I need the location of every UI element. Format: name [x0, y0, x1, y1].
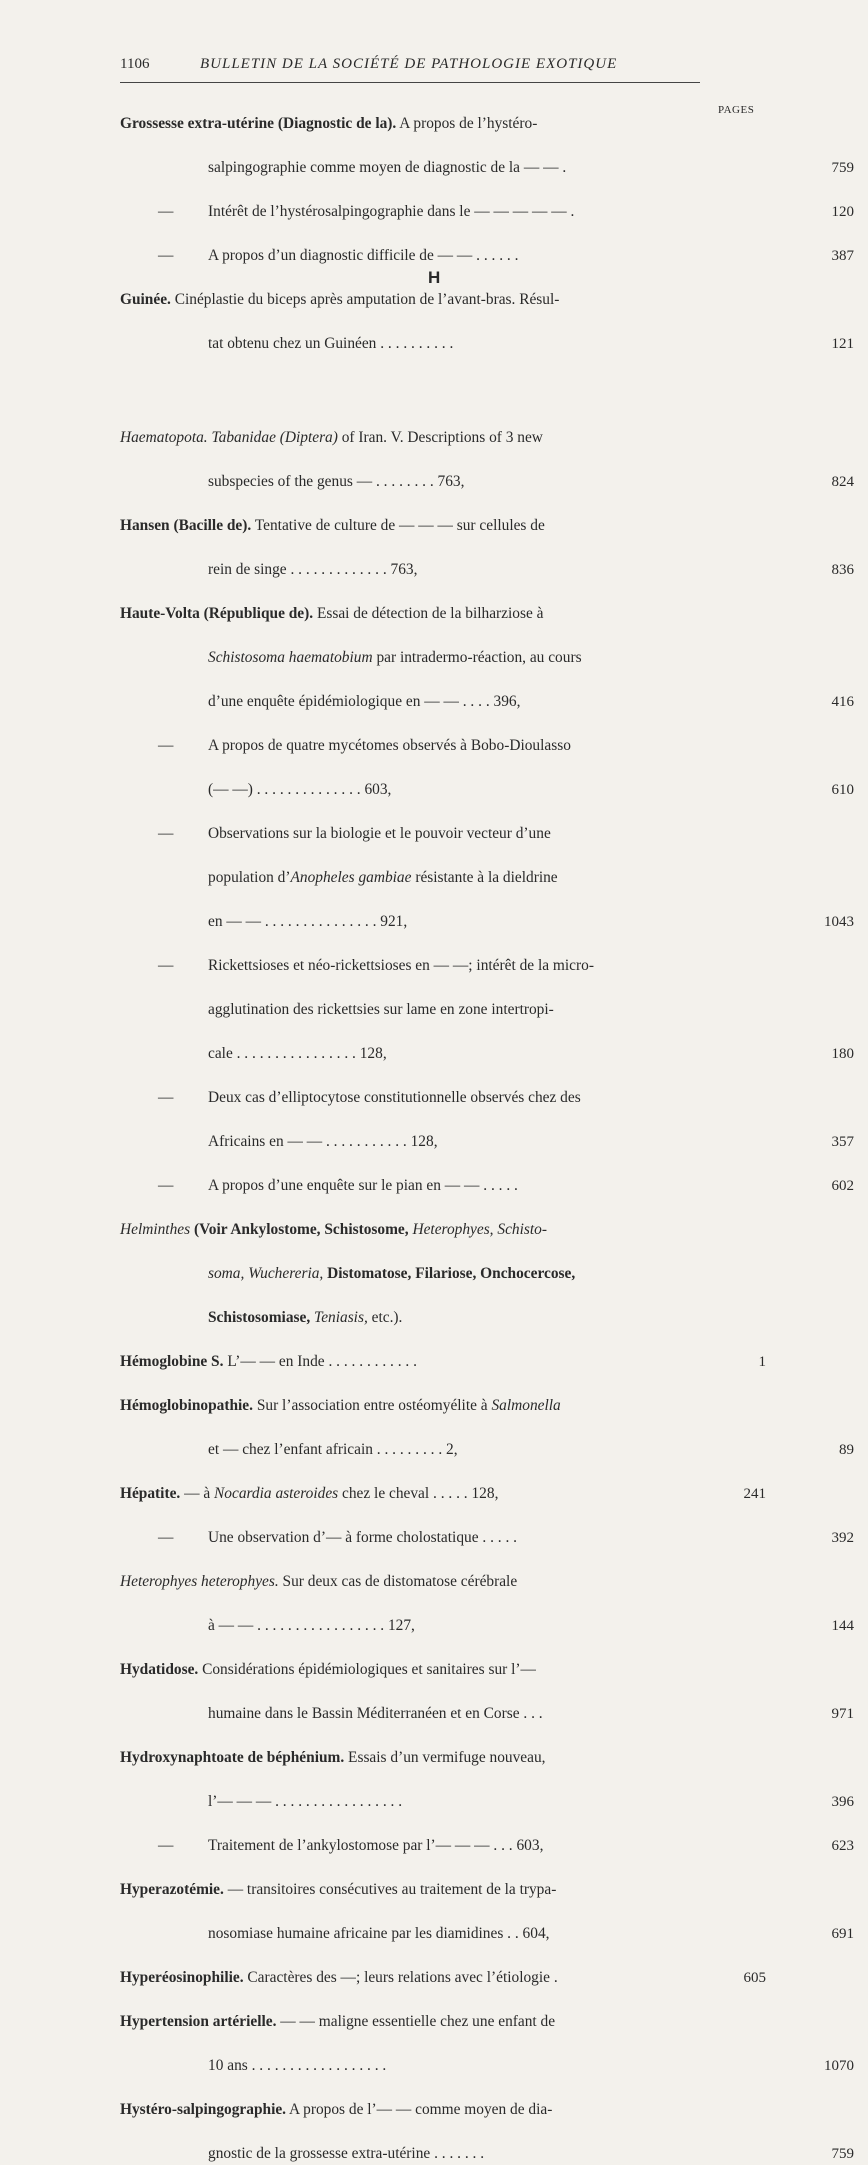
- repeat-dash: —: [158, 1089, 174, 1106]
- index-line: [120, 2055, 868, 2077]
- index-line-text: (— —) . . . . . . . . . . . . . . 603,: [208, 781, 392, 798]
- index-line-text: Hyperazotémie. — transitoires consécutives au traitement de la trypa-: [120, 1881, 557, 1898]
- index-line: [120, 2011, 780, 2033]
- page-ref: 121: [831, 336, 854, 352]
- index-line: [120, 1395, 780, 1417]
- index-line-text: Hydroxynaphtoate de béphénium. Essais d’un vermifuge nouveau,: [120, 1749, 546, 1766]
- index-line-text: Heterophyes heterophyes. Sur deux cas de distomatose cérébrale: [120, 1573, 518, 1590]
- section-letter: H: [428, 268, 441, 287]
- index-line: [120, 911, 868, 933]
- page-ref: 691: [831, 1926, 854, 1942]
- index-line-text: A propos d’une enquête sur le pian en — — . . . . .: [208, 1177, 518, 1194]
- page-number: 1106: [120, 56, 150, 72]
- index-line-text: d’une enquête épidémiologique en — — . . . . 396,: [208, 693, 521, 710]
- pages-column-label: PAGES: [718, 104, 755, 116]
- index-line-text: rein de singe . . . . . . . . . . . . . 763,: [208, 561, 418, 578]
- index-line: [120, 1571, 780, 1593]
- page-ref: 1: [758, 1354, 766, 1370]
- repeat-dash: —: [158, 737, 174, 754]
- index-line: [120, 427, 780, 449]
- index-line-text: tat obtenu chez un Guinéen . . . . . . . . . .: [208, 335, 454, 352]
- page-ref: 824: [831, 474, 854, 490]
- index-line: [120, 735, 868, 757]
- index-line-text: Africains en — — . . . . . . . . . . . 128,: [208, 1133, 438, 1150]
- index-line: [120, 1615, 868, 1637]
- page-ref: 144: [831, 1618, 854, 1634]
- index-line: [120, 1527, 868, 1549]
- index-line-text: nosomiase humaine africaine par les diamidines . . 604,: [208, 1925, 550, 1942]
- index-line: [120, 691, 868, 713]
- index-line-text: Hystéro-salpingographie. A propos de l’— — comme moyen de dia-: [120, 2101, 553, 2118]
- index-line: [120, 2099, 780, 2121]
- page-ref: 971: [831, 1706, 854, 1722]
- index-line-text: Helminthes (Voir Ankylostome, Schistosome, Heterophyes, Schisto-: [120, 1221, 547, 1238]
- page-ref: 120: [831, 204, 854, 220]
- index-line-text: Hyperéosinophilie. Caractères des —; leurs relations avec l’étiologie .: [120, 1969, 558, 1986]
- index-line: [120, 603, 780, 625]
- index-line-text: Hémoglobine S. L’— — en Inde . . . . . . . . . . . .: [120, 1353, 417, 1370]
- index-line: [120, 2143, 868, 2165]
- index-line-text: l’— — — . . . . . . . . . . . . . . . . .: [208, 1793, 403, 1810]
- index-line-text: Rickettsioses et néo-rickettsioses en — —; intérêt de la micro-: [208, 957, 594, 974]
- page-ref: 1070: [824, 2058, 854, 2074]
- index-line: [120, 1351, 780, 1373]
- index-line: [120, 1131, 868, 1153]
- index-line: [120, 1263, 868, 1285]
- page-ref: 396: [831, 1794, 854, 1810]
- index-line: [120, 333, 868, 355]
- index-line-text: Hépatite. — à Nocardia asteroides chez le cheval . . . . . 128,: [120, 1485, 499, 1502]
- page-ref: 357: [831, 1134, 854, 1150]
- index-line-text: cale . . . . . . . . . . . . . . . . 128,: [208, 1045, 387, 1062]
- index-line-text: population d’Anopheles gambiae résistante à la dieldrine: [208, 869, 558, 886]
- page-ref: 392: [831, 1530, 854, 1546]
- index-line-text: salpingographie comme moyen de diagnostic de la — — .: [208, 159, 567, 176]
- page-ref: 416: [831, 694, 854, 710]
- index-line: [120, 1043, 868, 1065]
- repeat-dash: —: [158, 1177, 174, 1194]
- index-line-text: humaine dans le Bassin Méditerranéen et en Corse . . .: [208, 1705, 543, 1722]
- index-line-text: Une observation d’— à forme cholostatique . . . . .: [208, 1529, 518, 1546]
- repeat-dash: —: [158, 203, 174, 220]
- index-line-text: agglutination des rickettsies sur lame en zone intertropi-: [208, 1001, 554, 1018]
- index-line: [120, 1483, 780, 1505]
- index-line: [120, 647, 868, 669]
- index-line: [120, 1967, 780, 1989]
- index-line: [120, 779, 868, 801]
- page-ref: 836: [831, 562, 854, 578]
- index-line-text: en — — . . . . . . . . . . . . . . . 921,: [208, 913, 408, 930]
- index-line-text: Hansen (Bacille de). Tentative de culture de — — — sur cellules de: [120, 517, 545, 534]
- index-line: [120, 1703, 868, 1725]
- index-line-text: Grossesse extra-utérine (Diagnostic de la). A propos de l’hystéro-: [120, 115, 538, 132]
- index-line-text: Traitement de l’ankylostomose par l’— — — . . . 603,: [208, 1837, 544, 1854]
- index-line-text: à — — . . . . . . . . . . . . . . . . . 127,: [208, 1617, 415, 1634]
- page-ref: 387: [831, 248, 854, 264]
- index-line-text: A propos de quatre mycétomes observés à Bobo-Dioulasso: [208, 737, 571, 754]
- index-line: [120, 559, 868, 581]
- index-line-text: Hypertension artérielle. — — maligne essentielle chez une enfant de: [120, 2013, 556, 2030]
- index-line: [120, 955, 868, 977]
- index-line: [120, 1835, 868, 1857]
- index-line: [120, 245, 868, 267]
- page-ref: 605: [743, 1970, 766, 1986]
- index-line-text: 10 ans . . . . . . . . . . . . . . . . . .: [208, 2057, 387, 2074]
- repeat-dash: —: [158, 1837, 174, 1854]
- repeat-dash: —: [158, 247, 174, 264]
- index-line: [120, 1879, 780, 1901]
- page-ref: 602: [831, 1178, 854, 1194]
- index-line-text: subspecies of the genus — . . . . . . . . 763,: [208, 473, 465, 490]
- repeat-dash: —: [158, 957, 174, 974]
- index-line: [120, 1307, 868, 1329]
- index-line-text: Haematopota. Tabanidae (Diptera) of Iran. V. Descriptions of 3 new: [120, 429, 543, 446]
- index-line-text: et — chez l’enfant africain . . . . . . . . . 2,: [208, 1441, 458, 1458]
- index-line-text: Schistosoma haematobium par intradermo-réaction, au cours: [208, 649, 582, 666]
- running-title: BULLETIN DE LA SOCIÉTÉ DE PATHOLOGIE EXOTIQUE: [200, 56, 618, 72]
- index-line: [120, 1219, 780, 1241]
- index-line: [120, 1791, 868, 1813]
- index-line: [120, 157, 868, 179]
- index-line-text: Hémoglobinopathie. Sur l’association entre ostéomyélite à Salmonella: [120, 1397, 561, 1414]
- index-line: [120, 515, 780, 537]
- page-ref: 759: [831, 160, 854, 176]
- index-line-text: soma, Wuchereria, Distomatose, Filariose, Onchocercose,: [208, 1265, 576, 1282]
- index-line-text: Deux cas d’elliptocytose constitutionnelle observés chez des: [208, 1089, 581, 1106]
- page-ref: 241: [743, 1486, 766, 1502]
- index-line-text: Guinée. Cinéplastie du biceps après amputation de l’avant-bras. Résul-: [120, 291, 560, 308]
- repeat-dash: —: [158, 825, 174, 842]
- index-line-text: Haute-Volta (République de). Essai de détection de la bilharziose à: [120, 605, 544, 622]
- index-line-text: A propos d’un diagnostic difficile de — — . . . . . .: [208, 247, 519, 264]
- index-line: [120, 201, 868, 223]
- index-line: [120, 1175, 868, 1197]
- index-line: [120, 999, 868, 1021]
- index-line: [120, 1923, 868, 1945]
- index-line: [120, 867, 868, 889]
- page-ref: 759: [831, 2146, 854, 2162]
- index-line: [120, 1439, 868, 1461]
- page-ref: 623: [831, 1838, 854, 1854]
- page-ref: 89: [839, 1442, 854, 1458]
- index-line: [120, 1087, 868, 1109]
- index-line: [120, 471, 868, 493]
- page-ref: 180: [831, 1046, 854, 1062]
- index-line: [120, 113, 780, 135]
- page-ref: 610: [831, 782, 854, 798]
- index-line-text: Schistosomiase, Teniasis, etc.).: [208, 1309, 403, 1326]
- index-line-text: Observations sur la biologie et le pouvoir vecteur d’une: [208, 825, 551, 842]
- repeat-dash: —: [158, 1529, 174, 1546]
- index-line: [120, 289, 780, 311]
- index-line: [120, 1659, 780, 1681]
- index-line-text: gnostic de la grossesse extra-utérine . . . . . . .: [208, 2145, 485, 2162]
- index-line: [120, 1747, 780, 1769]
- index-line-text: Intérêt de l’hystérosalpingographie dans le — — — — — .: [208, 203, 575, 220]
- index-line-text: Hydatidose. Considérations épidémiologiques et sanitaires sur l’—: [120, 1661, 536, 1678]
- page-ref: 1043: [824, 914, 854, 930]
- index-line: [120, 823, 868, 845]
